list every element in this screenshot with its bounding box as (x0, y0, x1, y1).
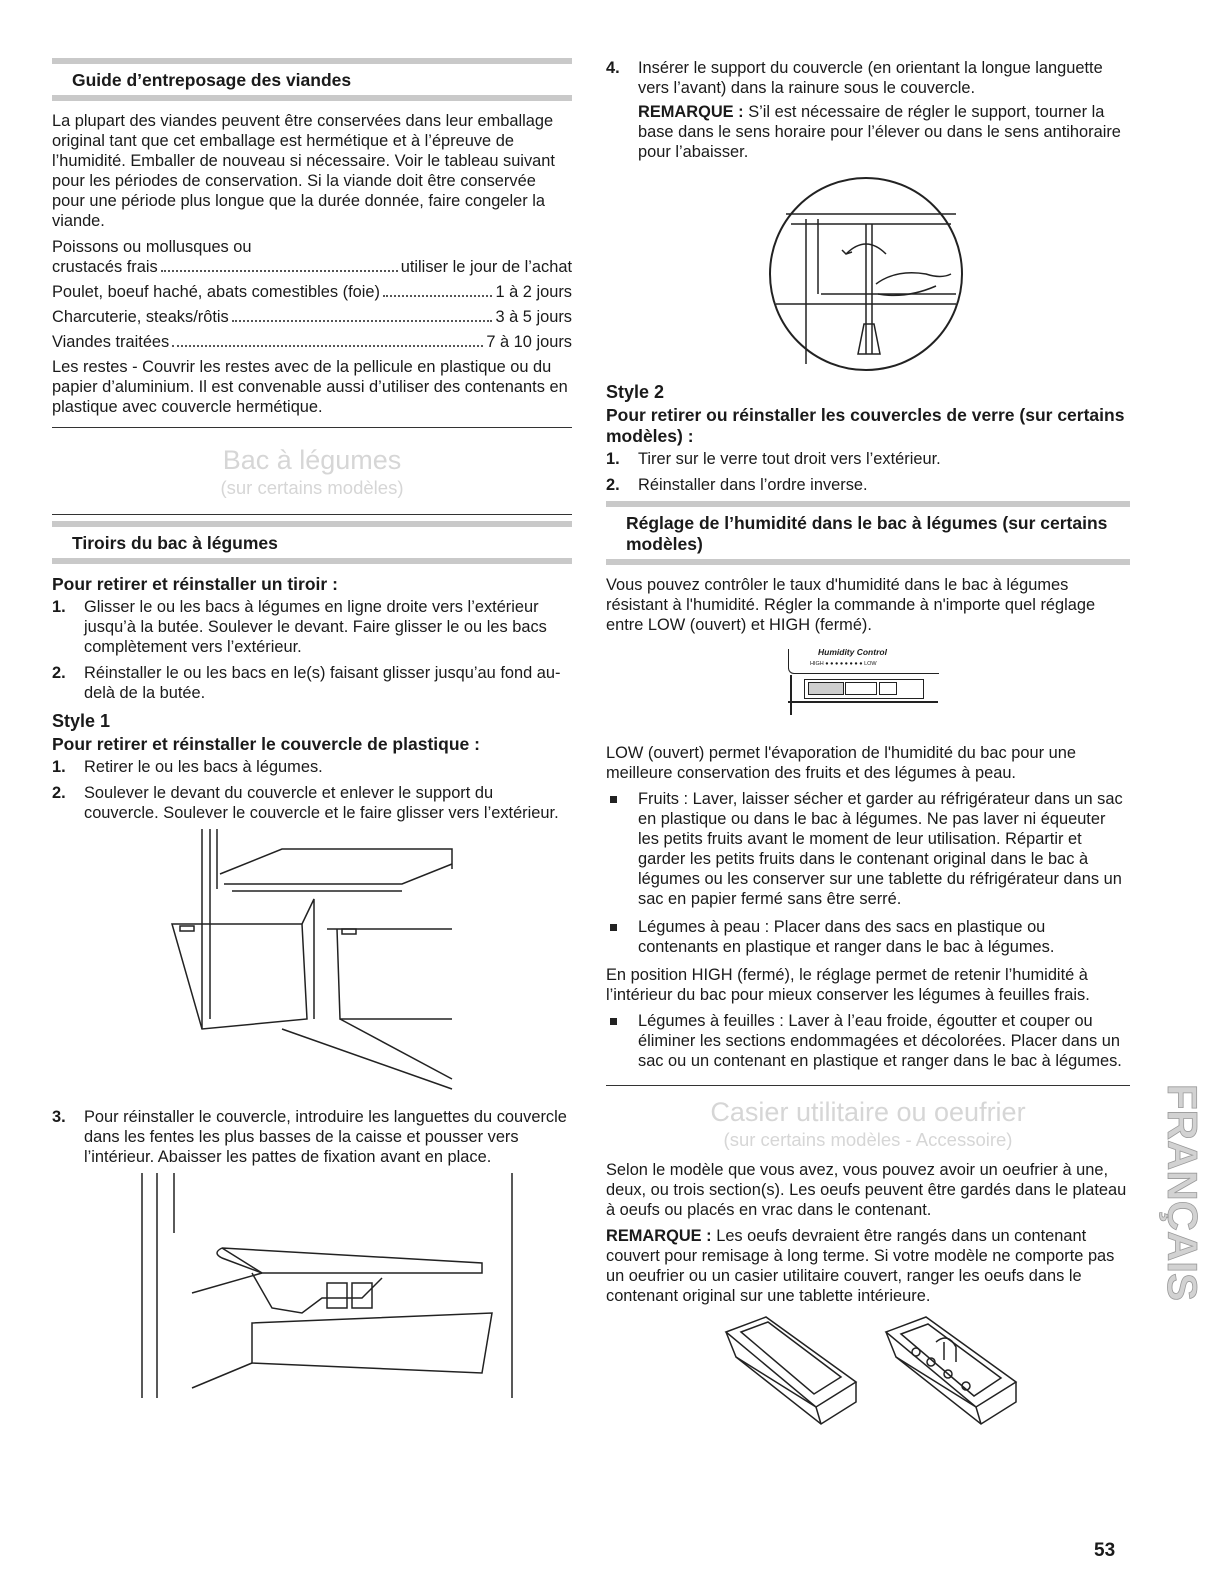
meat-leftovers: Les restes - Couvrir les restes avec de la pellicule en plastique ou du papier d’aluminium. Il est convenable aussi d’utiliser des contenants en plastique avec couvercle hermétique. (52, 358, 568, 416)
humidity-slider-knob[interactable] (808, 682, 844, 695)
list-item: 1. Retirer le ou les bacs à légumes. (52, 758, 323, 776)
meat-row-label: crustacés frais (52, 258, 158, 276)
list-item: Légumes à peau : Placer dans des sacs en plastique ou contenants en plastique et ranger dans le bac à légumes. (606, 917, 1130, 957)
crisper-title: Bac à légumes (222, 445, 402, 475)
support-adjust-illustration (766, 174, 966, 374)
side-tab-label: FRANÇAIS (1159, 1084, 1206, 1301)
low-setting-text: LOW (ouvert) permet l'évaporation de l'humidité du bac pour une meilleure conservation des fruits et des légumes à peau. (606, 744, 1076, 782)
eggs-subtitle: (sur certains modèles - Accessoire) (723, 1129, 1013, 1150)
meat-row-value: 1 à 2 jours (495, 283, 572, 301)
meat-row-label: Viandes traitées (52, 333, 170, 351)
crisper-drawers-illustration (162, 829, 462, 1099)
meat-fish-line: Poissons ou mollusques ou (52, 238, 252, 256)
list-item: 2. Réinstaller dans l’ordre inverse. (606, 476, 868, 494)
meat-row-label: Charcuterie, steaks/rôtis (52, 308, 229, 326)
list-item: 4. Insérer le support du couvercle (en orientant la longue languette vers l’avant) dans la rainure sous le couvercle. (606, 59, 1103, 97)
meat-row-value: 3 à 5 jours (495, 308, 572, 326)
support-step (606, 58, 1130, 98)
humidity-slider[interactable] (804, 679, 924, 699)
meat-row (52, 307, 572, 327)
low-setting-list (606, 789, 1130, 957)
glass-cover-heading: Pour retirer ou réinstaller les couvercles de verre (sur certains modèles) : (606, 405, 1125, 446)
divider (606, 1085, 1130, 1086)
meat-row-value: 7 à 10 jours (486, 333, 572, 351)
style2-heading: Style 2 (606, 382, 665, 402)
eggs-text: Selon le modèle que vous avez, vous pouvez avoir un oeufrier à une, deux, ou trois section(s). Les oeufs peuvent être gardés dans le plateau à oeufs ou placés en vrac dans le contenant. (606, 1161, 1127, 1219)
humidity-heading: Réglage de l’humidité dans le bac à légumes (sur certains modèles) (606, 501, 1130, 565)
eggs-title: Casier utilitaire ou oeufrier (710, 1097, 1026, 1127)
divider (52, 514, 572, 515)
crisper-section-title (52, 444, 572, 500)
meat-intro: La plupart des viandes peuvent être conservées dans leur emballage original tant que cet emballage est hermétique et à l’épreuve de l’humidité. Emballer de nouveau si nécessaire. Voir le tableau suivant pour les périodes de conservation. Si la viande doit être conservée pour une période plus longue que la durée donnée, faire congeler la viande. (52, 112, 555, 230)
crisper-subtitle: (sur certains modèles) (220, 477, 404, 498)
list-item: Légumes à feuilles : Laver à l’eau froide, égoutter et couper ou éliminer les sections endommagées et décolorées. Placer dans un sac ou un contenant en plastique et ranger dans le bac à légumes. (606, 1011, 1130, 1071)
list-item: 1. Glisser le ou les bacs à légumes en ligne droite vers l’extérieur jusqu’à la butée. Soulever le devant. Faire glisser le ou les bacs complètement vers l’extérieur. (52, 598, 547, 656)
plastic-steps (52, 757, 572, 823)
remove-drawer-heading: Pour retirer et réinstaller un tiroir : (52, 574, 338, 594)
eggs-section-title (606, 1096, 1130, 1152)
high-setting-list (606, 1011, 1130, 1071)
humidity-scale: HIGH ● ● ● ● ● ● ● ● LOW (810, 661, 877, 667)
style1-heading: Style 1 (52, 711, 111, 731)
list-item: 3. Pour réinstaller le couvercle, introduire les languettes du couvercle dans les fentes les plus basses de la caisse et pousser vers l’intérieur. Abaisser les pattes de fixation avant en place. (52, 1108, 567, 1166)
plastic-cover-heading: Pour retirer et réinstaller le couvercle de plastique : (52, 734, 480, 754)
list-item: 2. Réinstaller le ou les bacs en le(s) faisant glisser jusqu’au fond au-delà de la butée. (52, 664, 561, 702)
page-number: 53 (1094, 1540, 1116, 1561)
meat-guide-heading: Guide d’entreposage des viandes (52, 58, 572, 101)
right-column (606, 58, 1130, 1432)
meat-row (52, 282, 572, 302)
support-note: REMARQUE : S’il est nécessaire de régler le support, tourner la base dans le sens horaire pour l’élever ou dans le sens antihoraire pour l’abaisser. (638, 103, 1121, 161)
humidity-control-label: Humidity Control (818, 647, 887, 657)
glass-steps (606, 449, 1130, 495)
egg-bins-illustration (716, 1312, 1036, 1432)
humidity-intro: Vous pouvez contrôler le taux d'humidité dans le bac à légumes résistant à l'humidité. Régler la commande à n'importe quel réglage entre LOW (ouvert) et HIGH (fermé). (606, 576, 1096, 634)
divider (52, 427, 572, 428)
list-item: Fruits : Laver, laisser sécher et garder au réfrigérateur dans un sac en plastique ou dans le bac à légumes. Ne pas laver ni équeuter les petits fruits avant le moment de leur utilisation. Répartir et garder les petits fruits dans le contenant original dans le bac à légumes ou les conserver sur une tablette du réfrigérateur dans un sac en papier fermé sans être serré. (606, 789, 1130, 909)
meat-row-label: Poulet, boeuf haché, abats comestibles (foie) (52, 283, 381, 301)
language-side-tab (1150, 1080, 1206, 1330)
meat-row (52, 257, 572, 277)
eggs-note: REMARQUE : Les oeufs devraient être rangés dans un contenant couvert pour remisage à long terme. Si votre modèle ne comporte pas un oeufrier ou un casier utilitaire couvert, ranger les oeufs dans le contenant original sur une tablette intérieure. (606, 1227, 1115, 1305)
list-item: 2. Soulever le devant du couvercle et enlever le support du couvercle. Soulever le couvercle et le faire glisser vers l’extérieur. (52, 784, 559, 822)
high-setting-text: En position HIGH (fermé), le réglage permet de retenir l’humidité à l’intérieur du bac pour mieux conserver les légumes à feuilles frais. (606, 966, 1090, 1004)
list-item: 1. Tirer sur le verre tout droit vers l’extérieur. (606, 450, 941, 468)
humidity-control-illustration (788, 647, 948, 727)
cover-tabs-illustration (102, 1173, 522, 1398)
drawer-steps (52, 597, 572, 703)
meat-row-value: utiliser le jour de l’achat (400, 258, 572, 276)
reinstall-step (52, 1107, 572, 1167)
drawers-heading: Tiroirs du bac à légumes (52, 521, 572, 564)
meat-row (52, 332, 572, 352)
left-column (52, 58, 572, 1398)
